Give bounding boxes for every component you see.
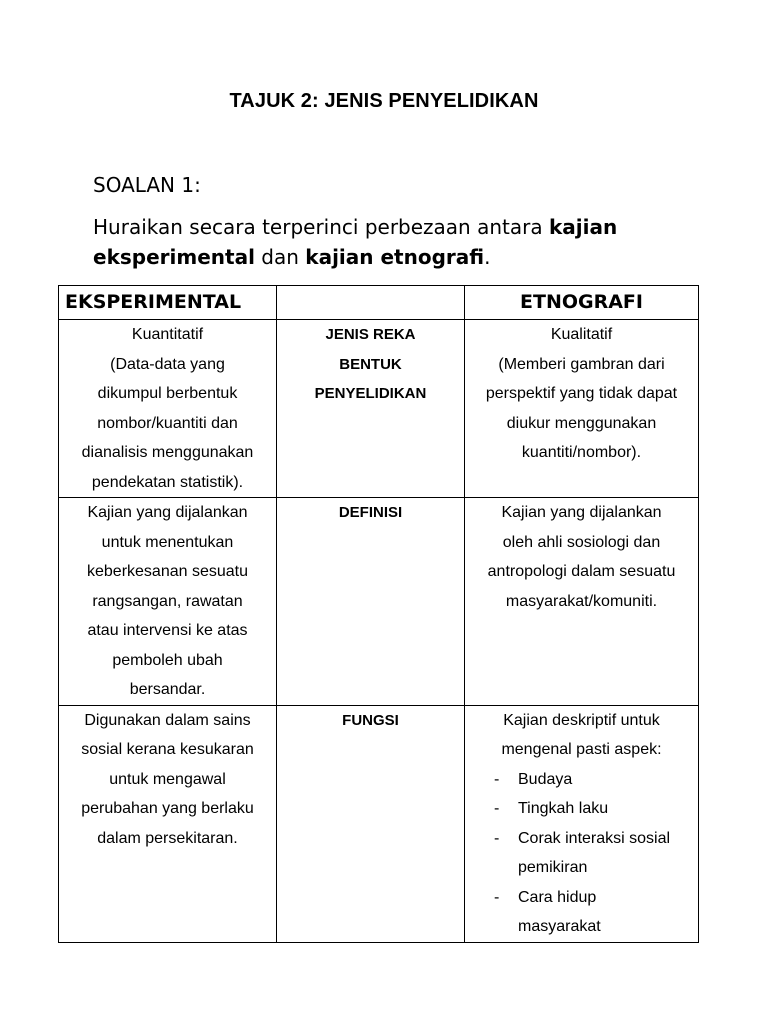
list-item-text: Budaya — [518, 770, 573, 788]
dash-bullet: - — [494, 770, 500, 788]
question-text — [93, 212, 713, 272]
dash-bullet: - — [494, 829, 500, 847]
cell-line: dianalisis menggunakan — [81, 444, 254, 461]
comparison-table — [58, 285, 699, 943]
cell-line: (Memberi gambran dari — [498, 355, 665, 373]
page-title: TAJUK 2: JENIS PENYELIDIKAN — [229, 90, 539, 112]
row3-eksperimental-cell — [59, 705, 277, 942]
question-bold-2: kajian etnografi — [305, 245, 485, 269]
list-item-text: masyarakat — [518, 918, 601, 935]
question-part-2: dan — [254, 245, 306, 269]
question-part-3: . — [484, 245, 491, 269]
cell-line: pemboleh ubah — [112, 651, 223, 669]
list-item-text: Cara hidup — [518, 888, 597, 906]
cell-line: perubahan yang berlaku — [81, 800, 254, 817]
cell-line: atau intervensi ke atas — [87, 622, 248, 639]
cell-line: untuk mengawal — [109, 770, 226, 788]
cell-line: (Data-data yang — [110, 355, 225, 373]
row1-etnografi-cell — [465, 320, 699, 498]
cell-line: keberkesanan sesuatu — [87, 563, 248, 580]
table-row — [59, 705, 699, 942]
list-item-text: Tingkah laku — [518, 800, 609, 817]
cell-line: BENTUK — [339, 355, 402, 373]
list-item-text: Corak interaksi sosial — [518, 829, 671, 847]
cell-line: bersandar. — [129, 681, 206, 698]
list-item — [465, 765, 698, 795]
row1-criteria-cell — [277, 320, 465, 498]
list-item-text: pemikiran — [518, 859, 588, 876]
cell-line: DEFINISI — [338, 504, 403, 521]
cell-line: nombor/kuantiti dan — [97, 414, 238, 432]
cell-line: masyarakat/komuniti. — [505, 592, 658, 610]
row3-criteria-cell — [277, 705, 465, 942]
cell-line: rangsangan, rawatan — [92, 592, 243, 610]
aspect-list — [465, 765, 698, 942]
table-row — [59, 498, 699, 706]
cell-line: oleh ahli sosiologi dan — [502, 533, 661, 551]
cell-line: dikumpul berbentuk — [97, 385, 238, 402]
cell-line: sosial kerana kesukaran — [81, 741, 254, 758]
cell-line: Digunakan dalam sains — [84, 711, 251, 729]
cell-line: Kualitatif — [550, 326, 613, 343]
header-eksperimental: EKSPERIMENTAL — [59, 286, 277, 320]
cell-line: Kajian deskriptif untuk — [503, 711, 660, 729]
header-middle — [277, 286, 465, 320]
cell-line: FUNGSI — [342, 711, 399, 729]
cell-line: antropologi dalam sesuatu — [487, 563, 676, 580]
row2-eksperimental-cell — [59, 498, 277, 706]
row3-etnografi-cell — [465, 705, 699, 942]
list-item — [465, 824, 698, 883]
header-etnografi: ETNOGRAFI — [465, 286, 699, 320]
question-bold-1: kajian eksperimental — [93, 215, 618, 269]
table-header-row — [59, 286, 699, 320]
question-part-1: Huraikan secara terperinci perbezaan antara — [93, 215, 549, 239]
cell-line: mengenal pasti aspek: — [501, 741, 662, 758]
list-item — [465, 883, 698, 942]
cell-line: kuantiti/nombor). — [521, 444, 642, 461]
dash-bullet: - — [494, 800, 500, 817]
dash-bullet: - — [494, 888, 500, 906]
cell-line: Kajian yang dijalankan — [87, 504, 248, 521]
cell-line: pendekatan statistik). — [91, 473, 244, 491]
cell-line: dalam persekitaran. — [97, 829, 238, 847]
list-item — [465, 794, 698, 824]
cell-line: perspektif yang tidak dapat — [485, 385, 678, 402]
cell-line: Kuantitatif — [131, 326, 204, 343]
cell-line: untuk menentukan — [101, 533, 234, 551]
table-row — [59, 320, 699, 498]
row2-etnografi-cell — [465, 498, 699, 706]
cell-line: diukur menggunakan — [506, 414, 657, 432]
cell-line: JENIS REKA — [325, 326, 416, 343]
row2-criteria-cell — [277, 498, 465, 706]
cell-line: PENYELIDIKAN — [314, 385, 427, 402]
row1-eksperimental-cell — [59, 320, 277, 498]
question-label: SOALAN 1: — [93, 173, 201, 197]
cell-line: Kajian yang dijalankan — [501, 504, 662, 521]
